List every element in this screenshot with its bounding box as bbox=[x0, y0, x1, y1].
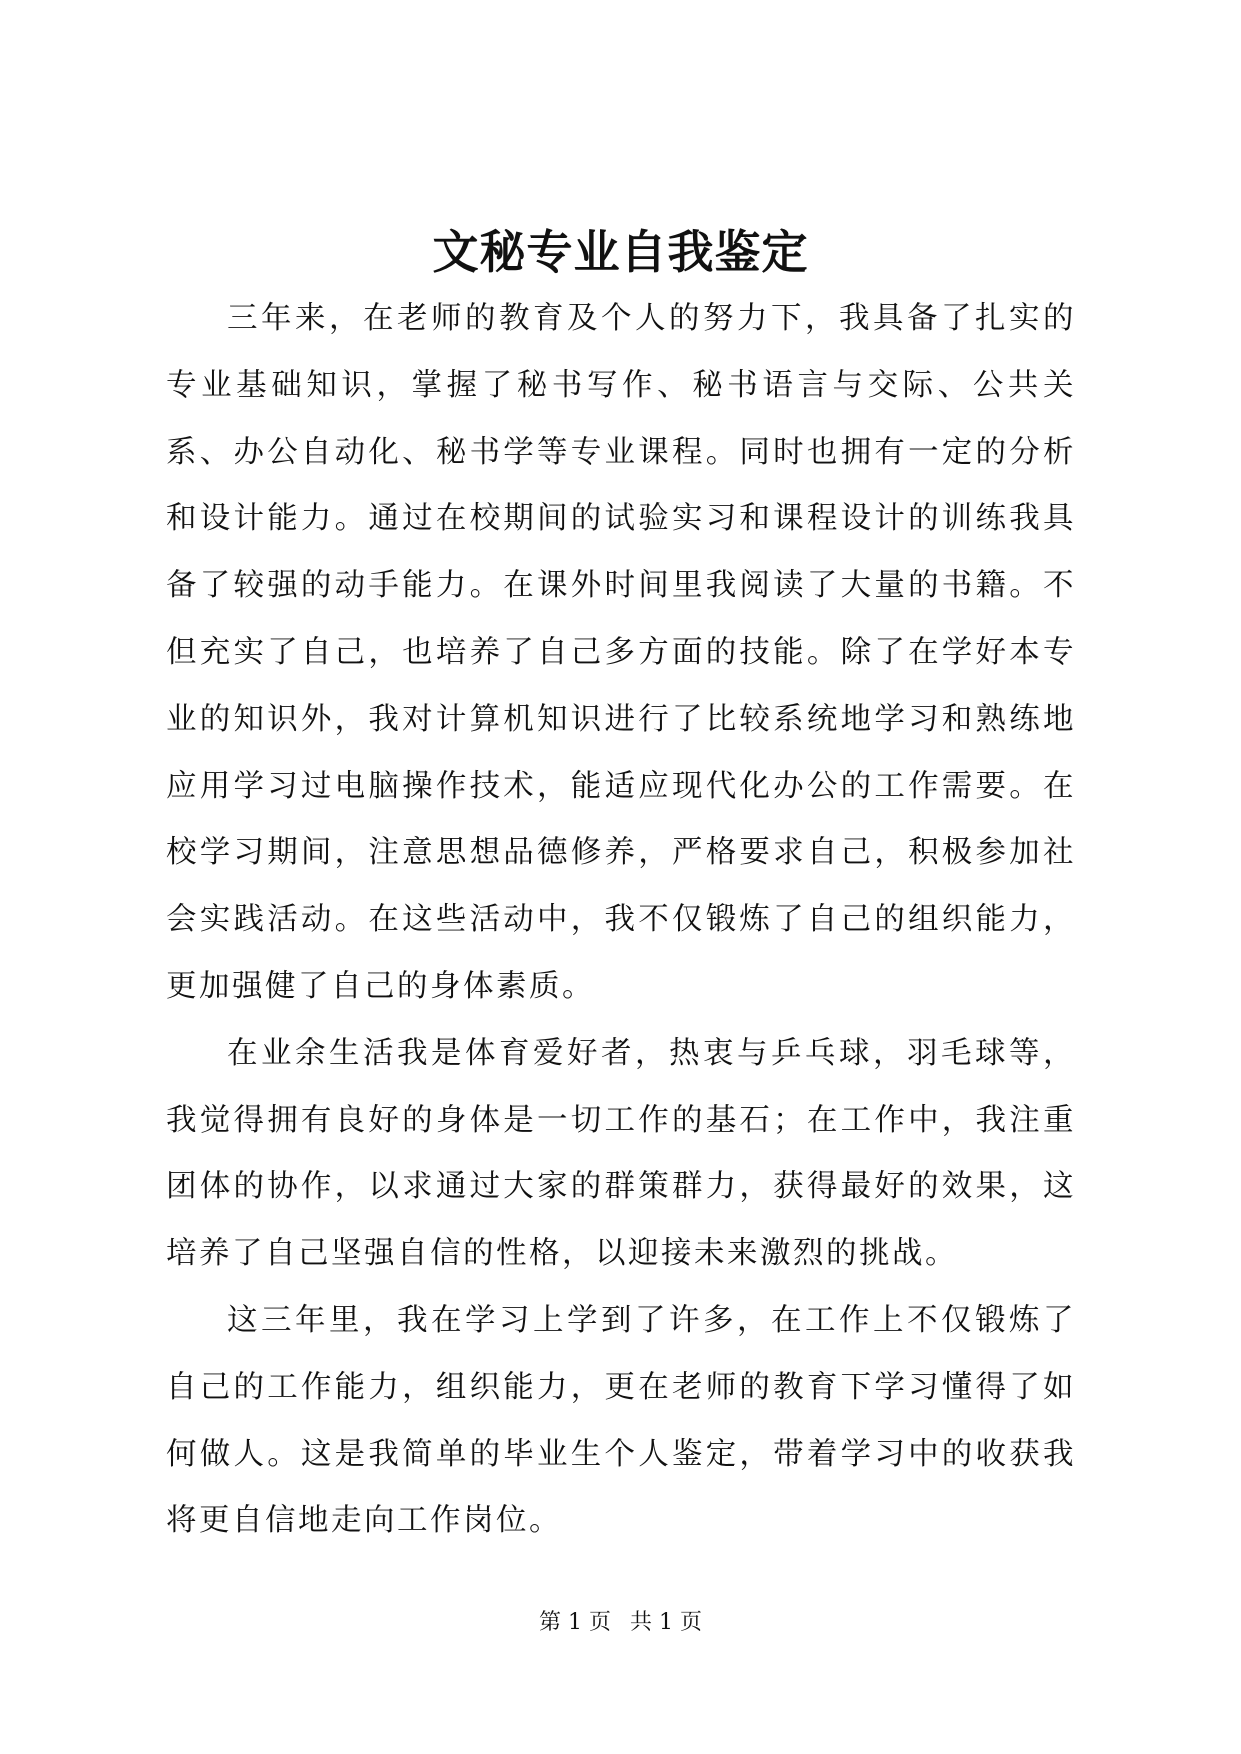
page-footer bbox=[0, 1608, 1241, 1638]
page-total: 共 1 页 bbox=[630, 1610, 702, 1635]
paragraph-2: 在业余生活我是体育爱好者，热衷与乒乓球，羽毛球等，我觉得拥有良好的身体是一切工作的基石；在工作中，我注重团体的协作，以求通过大家的群策群力，获得最好的效果，这培养了自己坚强自信的性格，以迎接未来激烈的挑战。 bbox=[166, 1035, 1076, 1272]
page-number: 第 1 页 bbox=[539, 1610, 611, 1635]
document-title: 文秘专业自我鉴定 bbox=[432, 225, 809, 279]
paragraph-3: 这三年里，我在学习上学到了许多，在工作上不仅锻炼了自己的工作能力，组织能力，更在老师的教育下学习懂得了如何做人。这是我简单的毕业生个人鉴定，带着学习中的收获我将更自信地走向工作岗位。 bbox=[166, 1302, 1076, 1539]
paragraph-1: 三年来，在老师的教育及个人的努力下，我具备了扎实的专业基础知识，掌握了秘书写作、秘书语言与交际、公共关系、办公自动化、秘书学等专业课程。同时也拥有一定的分析和设计能力。通过在校期间的试验实习和课程设计的训练我具备了较强的动手能力。在课外时间里我阅读了大量的书籍。不但充实了自己，也培养了自己多方面的技能。除了在学好本专业的知识外，我对计算机知识进行了比较系统地学习和熟练地应用学习过电脑操作技术，能适应现代化办公的工作需要。在校学习期间，注意思想品德修养，严格要求自己，积极参加社会实践活动。在这些活动中，我不仅锻炼了自己的组织能力，更加强健了自己的身体素质。 bbox=[166, 301, 1076, 1004]
document-body bbox=[166, 286, 1076, 1555]
